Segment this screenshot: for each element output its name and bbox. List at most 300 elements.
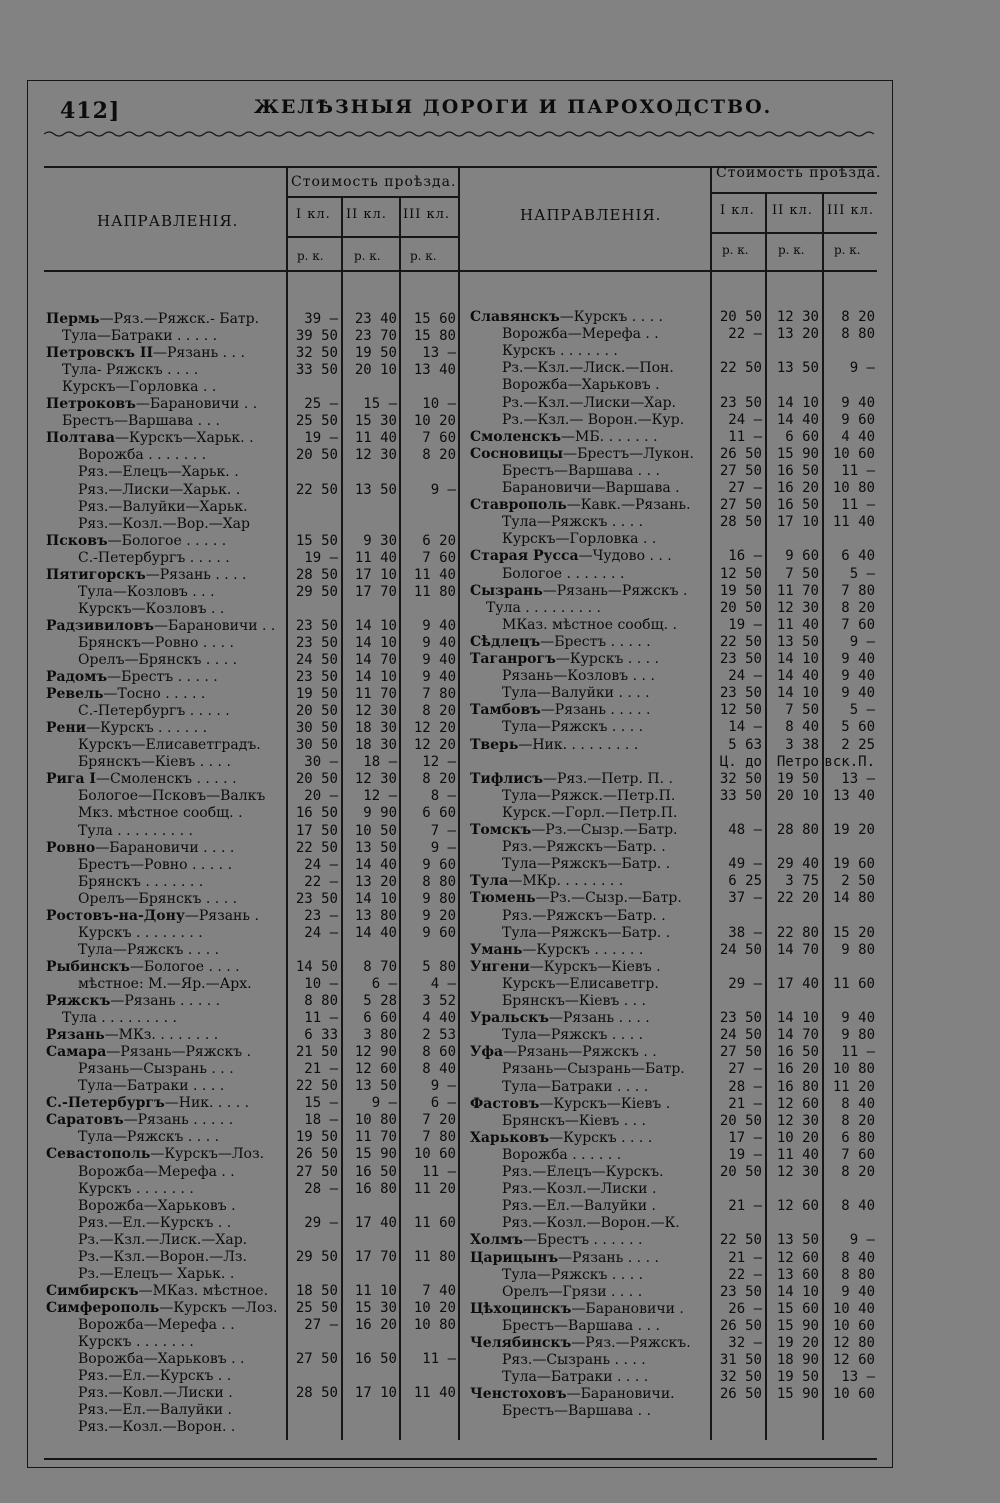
fare-class-3: 15 80 bbox=[413, 328, 456, 345]
fare-class-1: 20 50 bbox=[719, 1112, 762, 1129]
route-text: Орелъ—Брянскъ . . . . bbox=[78, 652, 238, 668]
fare-class-2: 14 10 bbox=[776, 1010, 819, 1027]
route-text: —МКз. . . . . . . . bbox=[104, 1027, 219, 1044]
route-text: Брестъ—Варшава . . . bbox=[502, 1317, 660, 1334]
fare-class-3: 9 40 bbox=[841, 651, 875, 667]
fare-class-2: 11 10 bbox=[354, 1282, 397, 1299]
fare-class-3: 8 80 bbox=[422, 873, 456, 890]
route-text: Бологое . . . . . . . bbox=[502, 565, 625, 582]
fare-class-1: 24 — bbox=[728, 411, 762, 428]
fare-class-3: 4 — bbox=[430, 975, 456, 992]
fare-class-2: 15 90 bbox=[354, 1146, 397, 1163]
fare-class-1: 27 — bbox=[728, 480, 762, 496]
fare-class-1: 5 63 bbox=[728, 736, 762, 753]
fare-class-1: 21 — bbox=[728, 1095, 762, 1112]
fare-class-2: 13 50 bbox=[354, 1078, 397, 1095]
route-origin: Саратовъ bbox=[46, 1112, 124, 1129]
route-text: Брянскъ—Кіевъ . . . . bbox=[78, 754, 231, 771]
fare-class-1: 12 50 bbox=[719, 565, 762, 582]
route-name bbox=[502, 343, 708, 360]
fare-class-1: 22 50 bbox=[295, 839, 338, 856]
fare-class-1: 48 — bbox=[728, 822, 762, 838]
route-text: Брянскъ—Ровно . . . . bbox=[78, 634, 235, 651]
route-text: Тула—Ряжскъ—Батр. . bbox=[502, 856, 671, 873]
route-name bbox=[78, 550, 284, 567]
fare-class-3: 8 80 bbox=[841, 326, 875, 343]
route-name bbox=[46, 771, 284, 788]
fare-class-1: 33 50 bbox=[719, 787, 762, 804]
fare-class-2: 3 75 bbox=[785, 873, 819, 890]
route-text: Ворожба—Мерефа . . bbox=[502, 326, 659, 343]
fare-class-1: 23 50 bbox=[295, 634, 338, 651]
route-name bbox=[46, 1095, 284, 1112]
route-name bbox=[78, 1249, 284, 1266]
route-text: Брянскъ . . . . . . . bbox=[78, 873, 204, 890]
fare-class-1: 21 50 bbox=[295, 1044, 338, 1061]
fare-class-1: 26 50 bbox=[719, 445, 762, 462]
fare-class-1: 30 50 bbox=[295, 720, 338, 737]
fare-class-1: 20 50 bbox=[719, 599, 762, 616]
fare-class-1: 15 — bbox=[304, 1095, 338, 1112]
fare-class-2: 7 50 bbox=[785, 565, 819, 582]
route-text: —Рязань . . . . bbox=[548, 1010, 650, 1027]
route-text: —Рязань . . . . bbox=[558, 1249, 659, 1266]
route-text: Ряз.—Ел.—Курскъ . . bbox=[78, 1368, 232, 1385]
fare-class-3: 10 80 bbox=[413, 1316, 456, 1333]
route-name bbox=[46, 1044, 284, 1061]
fare-class-3: 8 20 bbox=[841, 1164, 875, 1180]
fare-class-3: 8 20 bbox=[422, 447, 456, 464]
route-name bbox=[62, 379, 284, 396]
route-name bbox=[470, 1096, 708, 1113]
fare-class-2: 14 10 bbox=[776, 685, 819, 702]
route-name bbox=[78, 1129, 284, 1146]
route-text: Орелъ—Брянскъ . . . . bbox=[78, 890, 238, 907]
route-text: —Ник. . . . . . . . . bbox=[518, 736, 639, 753]
route-name bbox=[78, 1317, 284, 1334]
route-name bbox=[470, 959, 708, 976]
fare-class-3: 9 40 bbox=[422, 652, 456, 668]
fare-class-3: 11 40 bbox=[413, 1385, 456, 1402]
col-rule-6 bbox=[765, 192, 767, 1440]
route-text: Ворожба—Мерефа . . bbox=[78, 1316, 235, 1333]
route-name bbox=[502, 1027, 708, 1044]
route-text: Тула . . . . . . . . . bbox=[62, 1010, 177, 1027]
fare-class-3: 8 20 bbox=[422, 771, 456, 788]
route-text: Ряз.—Ел.—Валуйки . bbox=[78, 1402, 232, 1419]
fare-class-2: 14 70 bbox=[776, 1027, 819, 1044]
fare-class-1: 28 50 bbox=[295, 1385, 338, 1402]
route-text: —Рз.—Сызр.—Батр. bbox=[535, 890, 682, 907]
fare-class-3: 8 20 bbox=[841, 599, 875, 616]
fare-class-3: 6 40 bbox=[841, 548, 875, 565]
fare-class-3: 5 — bbox=[849, 702, 875, 719]
route-text: Ворожба—Мерефа . . bbox=[78, 1163, 235, 1180]
fare-class-3: 9 60 bbox=[841, 411, 875, 428]
route-origin: С.-Петербургъ bbox=[46, 1095, 165, 1112]
fare-class-1: 24 — bbox=[728, 668, 762, 685]
fare-class-1: 23 50 bbox=[295, 617, 338, 634]
fare-class-3: 11 — bbox=[422, 1351, 456, 1368]
header-class2-left: II кл. bbox=[346, 207, 387, 222]
fare-class-2: 22 20 bbox=[776, 890, 819, 907]
route-text: Ворожба . . . . . . bbox=[502, 1146, 622, 1163]
header-cost-left: Стоимость проѣзда. bbox=[291, 174, 457, 190]
route-name bbox=[470, 1250, 708, 1267]
route-text: Тула—Козловъ . . . bbox=[78, 583, 215, 600]
route-name bbox=[502, 1198, 708, 1215]
route-text: —Брестъ . . . . . bbox=[107, 669, 218, 686]
fare-class-1: 27 50 bbox=[295, 1163, 338, 1180]
fare-class-3: 11 40 bbox=[413, 566, 456, 583]
fare-class-2: 8 70 bbox=[363, 958, 397, 975]
fare-class-2: 9 90 bbox=[363, 805, 397, 822]
route-text: —Кавк.—Рязань. bbox=[566, 497, 691, 514]
route-text: Ряз.—Козл.—Лиски . bbox=[502, 1181, 657, 1198]
fare-class-2: 10 80 bbox=[354, 1112, 397, 1129]
route-name bbox=[502, 531, 708, 548]
fare-class-3: 9 — bbox=[849, 1232, 875, 1249]
fare-class-3: 5 — bbox=[849, 565, 875, 582]
route-text: Тула—Ряжскъ . . . . bbox=[502, 514, 644, 531]
header-units-2: р. к. bbox=[354, 249, 381, 263]
fare-class-2: 18 — bbox=[363, 754, 397, 771]
route-name bbox=[78, 1266, 284, 1283]
fare-class-2: 10 50 bbox=[354, 822, 397, 839]
fare-class-3: 12 — bbox=[422, 754, 456, 771]
route-name bbox=[46, 345, 284, 362]
route-name bbox=[62, 413, 284, 430]
route-origin: Умань bbox=[470, 941, 523, 958]
wavy-rule bbox=[44, 128, 874, 142]
route-name bbox=[502, 1369, 708, 1386]
route-name bbox=[46, 396, 284, 413]
route-name bbox=[46, 1027, 284, 1044]
fare-class-3: 8 20 bbox=[841, 1112, 875, 1129]
fare-class-3: 2 25 bbox=[841, 736, 875, 753]
fare-class-3: 11 — bbox=[422, 1163, 456, 1180]
fare-class-3: 13 — bbox=[841, 1369, 875, 1386]
route-name bbox=[78, 516, 284, 533]
fare-class-2: 3 80 bbox=[363, 1027, 397, 1044]
route-origin: Смоленскъ bbox=[470, 428, 562, 445]
fare-class-2: Петро bbox=[776, 753, 819, 770]
route-text: Курскъ . . . . . . . bbox=[78, 1334, 194, 1350]
route-text: —Рз.—Сызр.—Батр. bbox=[531, 822, 678, 838]
route-text: Ряз.—Ряжскъ—Батр. . bbox=[502, 907, 666, 924]
route-name bbox=[46, 993, 284, 1010]
fare-class-1: 24 50 bbox=[295, 652, 338, 668]
route-text: —МКр. . . . . . . . bbox=[508, 873, 624, 890]
route-text: Тула—Ряжскъ . . . . bbox=[502, 1027, 644, 1044]
fare-class-3: 8 40 bbox=[841, 1249, 875, 1266]
route-text: Тула—Батраки . . . . . bbox=[62, 328, 218, 345]
route-name bbox=[470, 1301, 708, 1318]
route-name bbox=[78, 1181, 284, 1198]
route-name bbox=[470, 1010, 708, 1027]
route-text: —Тосно . . . . . bbox=[103, 686, 206, 703]
fare-class-2: 12 30 bbox=[776, 1164, 819, 1180]
route-name bbox=[502, 925, 708, 942]
route-text: Ворожба—Харьковъ . . bbox=[78, 1351, 245, 1368]
route-name bbox=[78, 464, 284, 481]
route-text: Орелъ—Грязи . . . . bbox=[502, 1283, 643, 1300]
fare-class-1: 32 50 bbox=[295, 345, 338, 362]
route-text: МКаз. мѣстное сообщ. . bbox=[502, 616, 677, 633]
route-text: —Барановичи. bbox=[566, 1386, 675, 1403]
fare-class-1: 32 50 bbox=[719, 1369, 762, 1386]
fare-class-1: 30 — bbox=[304, 754, 338, 771]
fare-class-3: 11 40 bbox=[832, 514, 875, 531]
fare-class-2: 28 80 bbox=[776, 822, 819, 838]
fare-class-2: 29 40 bbox=[776, 856, 819, 873]
fare-class-3: 7 20 bbox=[422, 1112, 456, 1129]
fare-class-2: 11 40 bbox=[776, 1146, 819, 1163]
route-name bbox=[470, 942, 708, 959]
route-name bbox=[502, 839, 708, 856]
route-name bbox=[470, 1130, 708, 1147]
class-rule-left bbox=[286, 236, 458, 238]
fare-class-1: 20 50 bbox=[295, 447, 338, 464]
fare-class-2: 16 20 bbox=[776, 1061, 819, 1078]
route-origin: Радомъ bbox=[46, 669, 108, 686]
fare-class-1: 27 50 bbox=[719, 497, 762, 514]
route-name bbox=[502, 719, 708, 736]
route-text: —Барановичи . . bbox=[154, 617, 276, 634]
fare-class-1: 22 50 bbox=[719, 360, 762, 377]
fare-class-1: 29 — bbox=[728, 975, 762, 992]
fare-class-2: 12 60 bbox=[776, 1095, 819, 1112]
route-origin: Тула bbox=[470, 873, 509, 890]
fare-class-3: 7 80 bbox=[841, 582, 875, 599]
fare-class-2: 13 50 bbox=[776, 633, 819, 650]
route-name bbox=[502, 463, 708, 480]
header-units-1: р. к. bbox=[297, 249, 324, 263]
route-text: —Барановичи . bbox=[571, 1300, 684, 1317]
fare-class-2: 14 40 bbox=[776, 668, 819, 685]
route-origin: Рени bbox=[46, 720, 87, 737]
route-text: —Курскъ—Кіевъ . bbox=[529, 958, 661, 975]
route-name bbox=[78, 754, 284, 771]
route-name bbox=[78, 499, 284, 516]
fare-class-2: 11 70 bbox=[354, 686, 397, 703]
fare-class-1: 22 — bbox=[304, 873, 338, 890]
fare-class-2: 12 30 bbox=[776, 309, 819, 325]
route-text: —Рязань . . . . . bbox=[110, 993, 221, 1009]
route-text: —Ряз.—Ряжск.- Батр. bbox=[99, 311, 260, 327]
fare-class-1: 23 50 bbox=[719, 394, 762, 411]
fare-class-1: 20 — bbox=[304, 788, 338, 805]
route-name bbox=[502, 326, 708, 343]
fare-class-1: 24 50 bbox=[719, 1027, 762, 1044]
fare-class-1: 26 50 bbox=[719, 1317, 762, 1334]
route-text: Рязань—Сызрань . . . bbox=[78, 1061, 234, 1078]
fare-class-3: 10 40 bbox=[832, 1300, 875, 1317]
route-text: —Курскъ . . . . . . bbox=[522, 941, 644, 958]
fare-class-1: Ц. до bbox=[719, 753, 762, 770]
fare-class-2: 14 70 bbox=[776, 941, 819, 958]
route-origin: Сѣдлецъ bbox=[470, 633, 541, 650]
fare-class-2: 12 30 bbox=[776, 1112, 819, 1129]
fare-class-1: 29 50 bbox=[295, 1248, 338, 1265]
fare-class-1: 38 — bbox=[728, 924, 762, 941]
route-name bbox=[78, 1368, 284, 1385]
fare-class-3: 9 — bbox=[849, 633, 875, 650]
route-text: Мкз. мѣстное сообщ. . bbox=[78, 805, 243, 822]
route-text: Ряз.—Лиски—Харьк. . bbox=[78, 481, 241, 498]
route-origin: Тифлисъ bbox=[470, 770, 543, 787]
route-text: Тула . . . . . . . . . bbox=[78, 822, 193, 839]
fare-class-3: 6 — bbox=[430, 1095, 456, 1112]
fare-class-3: 2 53 bbox=[422, 1027, 456, 1044]
fare-class-1: 14 50 bbox=[295, 958, 338, 975]
route-origin: Ревель bbox=[46, 686, 104, 703]
route-name bbox=[470, 651, 708, 668]
fare-class-3: 7 60 bbox=[422, 549, 456, 566]
fare-class-2: 23 40 bbox=[354, 311, 397, 327]
fare-class-3: 11 — bbox=[841, 462, 875, 479]
route-name bbox=[78, 447, 284, 464]
fare-class-2: 6 60 bbox=[785, 428, 819, 445]
route-name bbox=[502, 1061, 708, 1078]
route-origin: Ростовъ-на-Дону bbox=[46, 907, 185, 924]
route-name bbox=[46, 908, 284, 925]
route-name bbox=[470, 1335, 708, 1352]
fare-class-2: 15 30 bbox=[354, 1299, 397, 1316]
fare-class-1: 37 — bbox=[728, 890, 762, 907]
route-text: —Курскъ . . . . . . bbox=[86, 720, 208, 737]
header-class3-left: III кл. bbox=[403, 207, 451, 222]
fare-class-2: 11 70 bbox=[776, 582, 819, 599]
route-text: Ряз.—Козл.—Ворон.—К. bbox=[502, 1215, 680, 1232]
fare-class-3: 9 40 bbox=[422, 617, 456, 634]
route-name bbox=[486, 600, 708, 617]
fare-class-2: 10 20 bbox=[776, 1129, 819, 1146]
table-bottom-rule bbox=[44, 1458, 877, 1460]
fare-class-2: 13 50 bbox=[354, 481, 397, 498]
fare-class-2: 9 60 bbox=[785, 548, 819, 565]
route-text: —Курскъ . . . . bbox=[555, 651, 659, 667]
fare-class-1: 21 — bbox=[728, 1249, 762, 1266]
fare-class-1: 31 50 bbox=[719, 1352, 762, 1369]
fare-class-3: 9 — bbox=[430, 1078, 456, 1095]
fare-class-2: 15 90 bbox=[776, 1386, 819, 1403]
route-text: —Курскъ . . . . bbox=[549, 1129, 653, 1146]
route-origin: Славянскъ bbox=[470, 309, 560, 325]
route-origin: Сосновицы bbox=[470, 445, 564, 462]
route-text: Брянскъ—Кіевъ . . . bbox=[502, 993, 646, 1009]
route-name bbox=[46, 669, 284, 686]
fare-class-3: 7 60 bbox=[422, 430, 456, 447]
fare-class-3: 11 — bbox=[841, 1044, 875, 1061]
route-text: Курскъ—Козловъ . . bbox=[78, 600, 225, 617]
route-text: —Рязань . . . bbox=[153, 345, 245, 362]
fare-class-1: 29 — bbox=[304, 1214, 338, 1231]
route-text: —Рязань . . . . . bbox=[123, 1112, 234, 1129]
route-origin: Харьковъ bbox=[470, 1129, 550, 1146]
route-name bbox=[470, 548, 708, 565]
fare-class-2: 17 70 bbox=[354, 1248, 397, 1265]
fare-class-1: 32 50 bbox=[719, 770, 762, 787]
route-name bbox=[470, 1386, 708, 1403]
fare-class-2: 16 50 bbox=[354, 1163, 397, 1180]
route-text: Ряз.—Валуйки—Харьк. bbox=[78, 498, 248, 515]
fare-class-2: 12 30 bbox=[354, 771, 397, 788]
route-origin: Радзивиловъ bbox=[46, 617, 155, 634]
route-text: Ряз.—Сызрань . . . . bbox=[502, 1352, 646, 1369]
fare-class-3: 8 40 bbox=[841, 1198, 875, 1215]
fare-class-3: 9 40 bbox=[422, 669, 456, 686]
fare-class-2: 15 — bbox=[363, 396, 397, 413]
fare-class-3: 4 40 bbox=[841, 428, 875, 445]
fare-class-3: 4 40 bbox=[422, 1010, 456, 1027]
fare-class-2: 12 60 bbox=[354, 1061, 397, 1078]
fare-class-2: 5 28 bbox=[363, 993, 397, 1009]
route-name bbox=[470, 429, 708, 446]
route-name bbox=[470, 1044, 708, 1061]
fare-class-2: 15 90 bbox=[776, 445, 819, 462]
route-name bbox=[78, 1402, 284, 1419]
route-text: Тула—Ряжск.—Петр.П. bbox=[502, 787, 676, 804]
fare-class-2: 14 10 bbox=[776, 394, 819, 411]
fare-class-1: 23 50 bbox=[295, 669, 338, 686]
route-origin: Севастополь bbox=[46, 1146, 151, 1163]
fare-class-3: 9 40 bbox=[422, 634, 456, 651]
fare-class-3: 7 40 bbox=[422, 1282, 456, 1299]
route-name bbox=[502, 1267, 708, 1284]
header-units-6: р. к. bbox=[834, 243, 861, 257]
route-origin: Уфа bbox=[470, 1044, 504, 1061]
fare-class-2: 12 30 bbox=[776, 599, 819, 616]
route-text: Брестъ—Варшава . . bbox=[502, 1403, 652, 1420]
col-rule-4 bbox=[458, 166, 460, 1440]
route-name bbox=[78, 652, 284, 669]
route-name bbox=[502, 993, 708, 1010]
fare-class-3: 5 80 bbox=[422, 958, 456, 975]
fare-class-3: 15 60 bbox=[413, 311, 456, 327]
route-text: Рз.—Кзл.—Лиск.—Пон. bbox=[502, 360, 674, 377]
route-name bbox=[46, 840, 284, 857]
fare-class-1: 30 50 bbox=[295, 737, 338, 754]
fare-class-3: 10 80 bbox=[832, 480, 875, 496]
route-name bbox=[46, 720, 284, 737]
fare-class-1: 16 — bbox=[728, 548, 762, 565]
route-text: Ряз.—Ряжскъ—Батр. . bbox=[502, 839, 666, 856]
route-name bbox=[502, 1215, 708, 1232]
fare-class-3: 12 60 bbox=[832, 1352, 875, 1369]
route-name bbox=[502, 412, 708, 429]
fare-class-1: 29 50 bbox=[295, 583, 338, 600]
fare-class-1: 27 50 bbox=[719, 1044, 762, 1061]
route-origin: Симбирскъ bbox=[46, 1282, 139, 1299]
route-name bbox=[78, 805, 284, 822]
route-name bbox=[78, 1215, 284, 1232]
fare-class-3: 9 40 bbox=[841, 394, 875, 411]
fare-class-2: 16 80 bbox=[354, 1180, 397, 1197]
fare-class-3: 7 80 bbox=[422, 1129, 456, 1146]
fare-class-3: 9 — bbox=[430, 481, 456, 498]
route-origin: Тюмень bbox=[470, 890, 536, 907]
route-text: Ворожба—Харьковъ . bbox=[78, 1197, 236, 1214]
route-name bbox=[502, 617, 708, 634]
fare-class-3: 8 40 bbox=[841, 1095, 875, 1112]
fare-class-1: 19 — bbox=[728, 616, 762, 633]
fare-class-2: 16 50 bbox=[776, 1044, 819, 1061]
fare-class-3: 9 60 bbox=[422, 924, 456, 941]
fare-class-1: 23 50 bbox=[719, 651, 762, 667]
route-text: Ворожба—Харьковъ . bbox=[502, 377, 660, 394]
fare-class-3: 8 60 bbox=[422, 1044, 456, 1061]
